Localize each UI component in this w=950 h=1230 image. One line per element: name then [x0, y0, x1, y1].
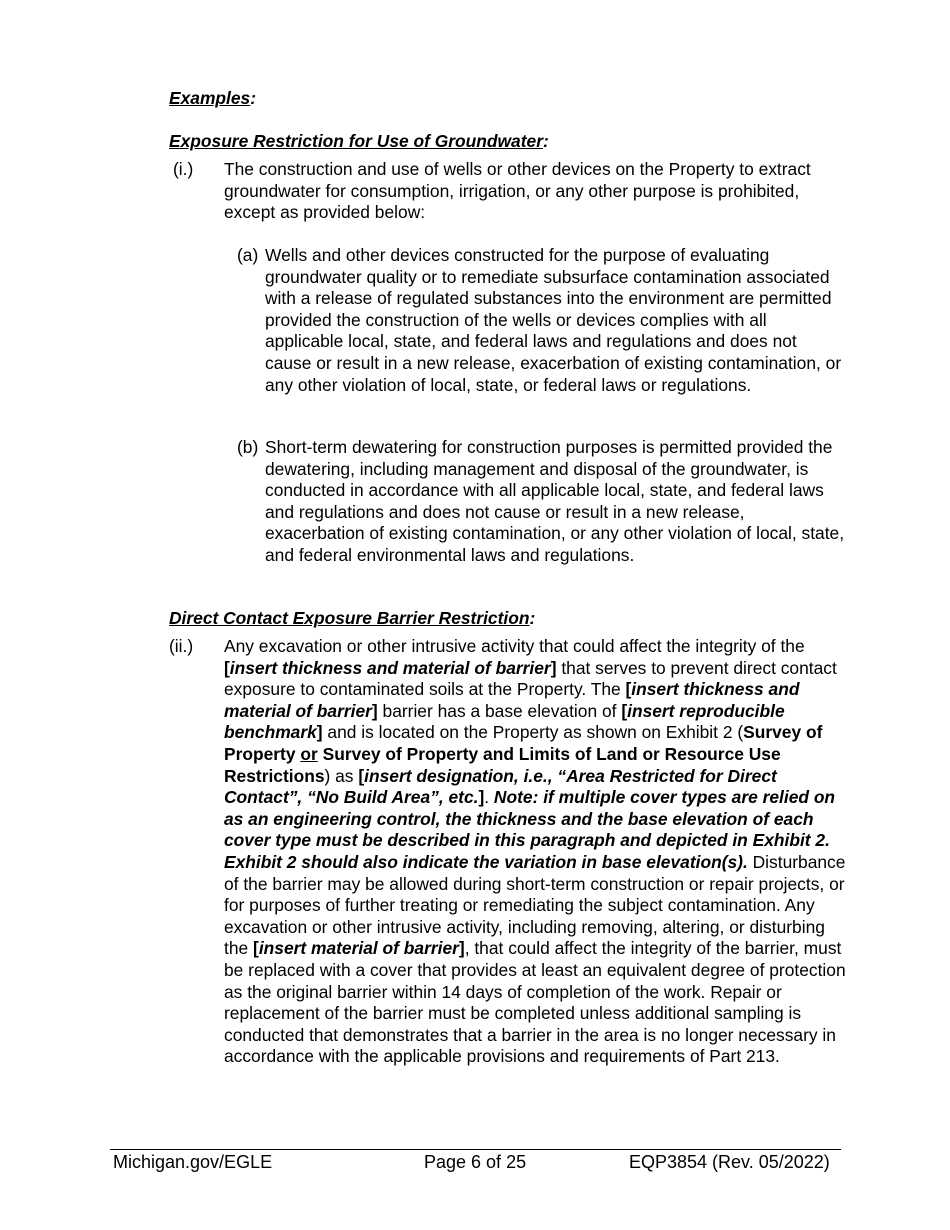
list-label: (a) [237, 245, 259, 265]
footer-page-number: Page 6 of 25 [424, 1152, 527, 1172]
list-label: (i.) [173, 159, 194, 179]
list-text: Short-term dewatering for construction purposes is permitted provided the dewatering, including management and disposal of the groundwater, is conducted in accordance with all applicable local, state, and federal laws and regulations and does not cause or result in a new release, exacerbation of existing contamination, or any other violation of local, state, and federal environmental laws and regulations. [265, 437, 845, 565]
list-text: Wells and other devices constructed for the purpose of evaluating groundwater quality or to remediate subsurface contamination associated with a release of regulated substances into the environment are permitted provided the construction of the wells or devices complies with all applicable local, state, and federal laws and regulations and does not cause or result in a new release, exacerbation of existing contamination, or any other violation of local, state, or federal laws or regulations. [265, 245, 842, 395]
footer-form-id: EQP3854 (Rev. 05/2022) [629, 1152, 830, 1172]
footer-divider [110, 1149, 841, 1150]
list-label: (ii.) [169, 636, 194, 656]
list-item-a [237, 245, 847, 396]
direct-contact-heading: Direct Contact Exposure Barrier Restriction: [169, 608, 536, 628]
examples-heading: Examples: [169, 88, 257, 108]
list-item-b [237, 437, 847, 567]
list-text: Any excavation or other intrusive activity that could affect the integrity of the [insert thickness and material of barrier] that serves to prevent direct contact exposure to contaminated soils at the Property. The [insert thickness and material of barrier] barrier has a base elevation of [insert reproducible benchmark] and is located on the Property as shown on Exhibit 2 (Survey of Property or Survey of Property and Limits of Land or Resource Use Restrictions) as [insert designation, i.e., “Area Restricted for Direct Contact”, “No Build Area”, etc.]. Note: if multiple cover types are relied on as an engineering control, the thickness and the base elevation of each cover type must be described in this paragraph and depicted in Exhibit 2. Exhibit 2 should also indicate the variation in base elevation(s). Disturbance of the barrier may be allowed during short-term construction or repair projects, or for purposes of further treating or remediating the subject contamination. Any excavation or other intrusive activity, including removing, altering, or disturbing the [insert material of barrier], that could affect the integrity of the barrier, must be replaced with a cover that provides at least an equivalent degree of protection as the original barrier within 14 days of completion of the work. Repair or replacement of the barrier must be completed unless additional sampling is conducted that demonstrates that a barrier in the area is no longer necessary in accordance with the applicable provisions and requirements of Part 213. [224, 636, 846, 1067]
list-item-ii [169, 636, 853, 1068]
list-label: (b) [237, 437, 259, 457]
list-text: The construction and use of wells or other devices on the Property to extract groundwater for consumption, irrigation, or any other purpose is prohibited, except as provided below: [224, 159, 811, 223]
groundwater-heading: Exposure Restriction for Use of Groundwater: [169, 131, 549, 151]
list-item-i [173, 159, 853, 224]
footer-website: Michigan.gov/EGLE [113, 1152, 273, 1172]
